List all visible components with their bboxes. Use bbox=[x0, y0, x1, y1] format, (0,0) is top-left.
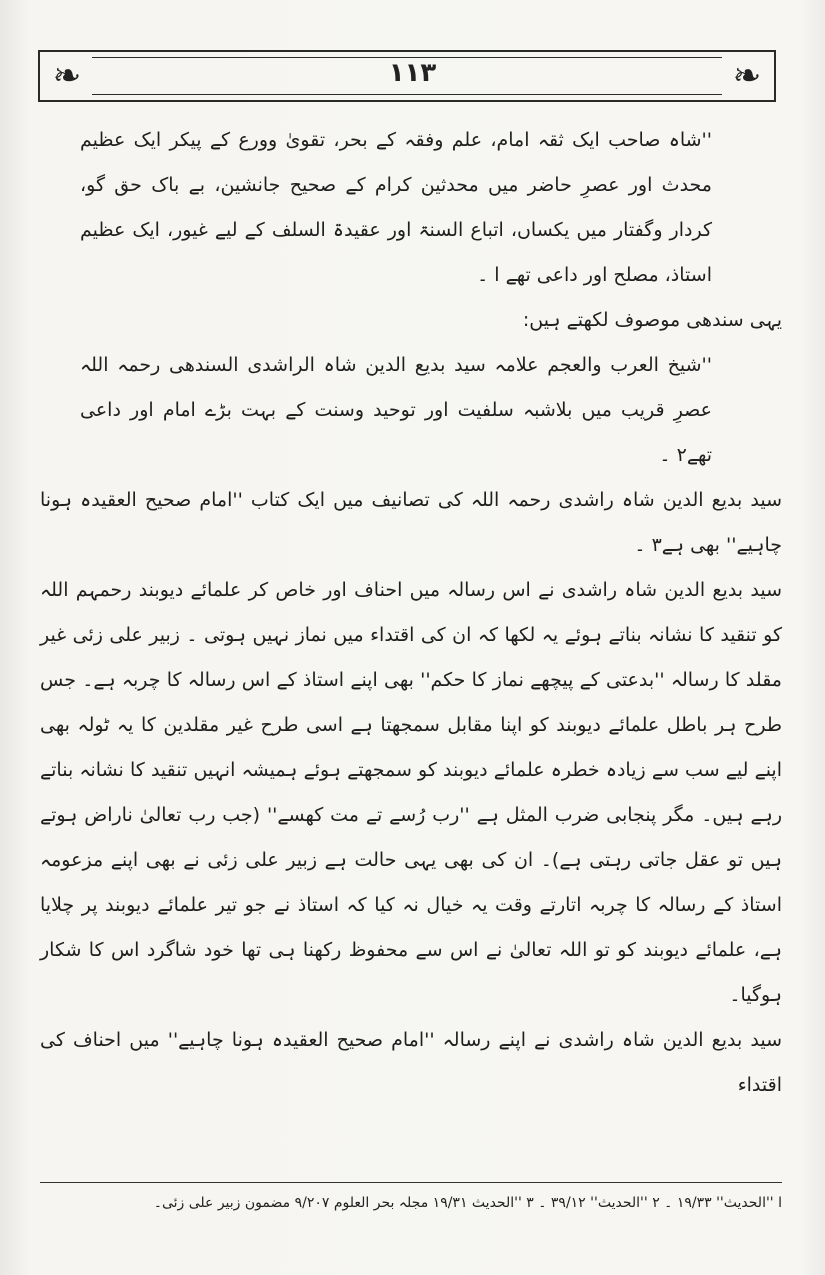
quote-intro: یہی سندھی موصوف لکھتے ہیں: bbox=[522, 309, 782, 331]
body-paragraph: سید بدیع الدین شاہ راشدی نے اس رسالہ میں احناف اور خاص کر علمائے دیوبند رحمہم اللہ کو تنقید کا نشانہ بناتے ہوئے یہ لکھا کہ ان کی اقتداء میں نماز نہیں ہوتی ۔ زبیر علی زئی غیر مقلد کا رسالہ ''بدعتی کے پیچھے نماز کا حکم'' بھی اپنے استاذ کے اس رسالہ کا چربہ ہے۔ جس طرح ہر باطل علمائے دیوبند کو اپنا مقابل سمجھتا ہے اسی طرح غیر مقلدین کا یہ ٹولہ بھی اپنے لیے سب سے زیادہ خطرہ علمائے دیوبند کو سمجھتے ہوئے ہمیشہ انہیں تنقید کا نشانہ بناتے رہے ہیں۔ مگر پنجابی ضرب المثل ہے ''رب رُسے تے مت کھسے'' (جب رب تعالیٰ ناراض ہوتے ہیں تو عقل جاتی رہتی ہے)۔ ان کی بھی یہی حالت ہے زبیر علی زئی نے بھی اپنے مزعومہ استاذ کے رسالہ کا چربہ اتارتے وقت یہ خیال نہ کیا کہ استاذ نے جو تیر علمائے دیوبند پر چلایا ہے، علمائے دیوبند کو تو اللہ تعالیٰ نے اس سے محفوظ رکھنا ہی تھا خود شاگرد اس کا شکار ہوگیا۔ bbox=[40, 579, 782, 1006]
quote-paragraph: ''شیخ العرب والعجم علامہ سید بدیع الدین شاہ الراشدی السندھی رحمہ اللہ عصرِ قریب میں بلاشبہ سلفیت اور توحید وسنت کے بہت بڑے امام اور داعی تھے۲ ۔ bbox=[80, 354, 712, 466]
footnote-divider bbox=[40, 1182, 782, 1183]
body-paragraph: سید بدیع الدین شاہ راشدی نے اپنے رسالہ ''امام صحیح العقیدہ ہونا چاہیے'' میں احناف کی اقتداء bbox=[40, 1029, 782, 1096]
floral-ornament-icon: ❧ bbox=[52, 56, 82, 96]
page-number: ١١٣ bbox=[388, 58, 437, 88]
quote-paragraph: ''شاہ صاحب ایک ثقہ امام، علم وفقہ کے بحر، تقویٰ وورع کے پیکر ایک عظیم محدث اور عصرِ حاضر میں محدثین کرام کے صحیح جانشین، بے باک حق گو، کردار وگفتار میں یکساں، اتباع السنۃ اور عقیدۃ السلف کے لیے غیور، ایک عظیم استاذ، مصلح اور داعی تھے ا ۔ bbox=[80, 129, 712, 286]
footnotes: ا ''الحدیث'' ۱۹/۳۳ ۔ ۲ ''الحدیث'' ۳۹/۱۲ ۔ ۳ ''الحدیث ۱۹/۳۱ مجلہ بحر العلوم ۹/۲۰۷ مضمون زبیر علی زئی۔ bbox=[153, 1195, 782, 1211]
floral-ornament-icon: ❧ bbox=[732, 56, 762, 96]
page-body bbox=[40, 118, 782, 1158]
body-paragraph: سید بدیع الدین شاہ راشدی رحمہ اللہ کی تصانیف میں ایک کتاب ''امام صحیح العقیدہ ہونا چاہیے'' بھی ہے۳ ۔ bbox=[40, 489, 782, 556]
